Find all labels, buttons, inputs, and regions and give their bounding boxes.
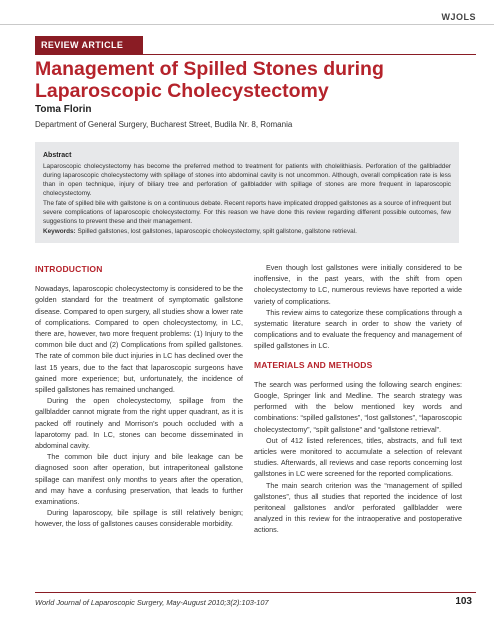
abstract-paragraph: Laparoscopic cholecystectomy has become the preferred method to treatment for patients with cholelithiasis. Perforation of the gallbladder during laparoscopic cholecystectomy with spillage of stones into abdominal cavity is not uncommon. Although, overall complication rate is less than in open technique, injury of biliary tree and perforation of gallbladder with spillage of stones are more frequent in laparoscopic cholecystectomy. <box>43 163 451 197</box>
keywords-text: Spilled gallstones, lost gallstones, laparoscopic cholecystectomy, spilt gallstone, gallstone retrieval. <box>77 228 357 235</box>
body-paragraph: Even though lost gallstones were initially considered to be inoffensive, in the past years, with the shift from open cholecystectomy to LC, numerous reviews have reported a wide variety of complications. <box>254 263 462 306</box>
author-affiliation: Department of General Surgery, Bucharest Street, Budila Nr. 8, Romania <box>35 120 293 129</box>
banner-divider <box>35 54 476 55</box>
journal-tag: WJOLS <box>441 12 476 22</box>
right-column <box>254 262 462 536</box>
article-type-banner: REVIEW ARTICLE <box>35 36 143 54</box>
abstract-box <box>35 142 459 243</box>
body-paragraph: This review aims to categorize these complications through a systematic literature search in order to show the variety of complications and to evaluate the frequency and management of spilled gallstones in LC. <box>254 307 462 351</box>
body-paragraph: Nowadays, laparoscopic cholecystectomy is considered to be the golden standard for the treatment of symptomatic gallstone disease. Compared to open surgery, all studies show a lower rate of complications. Compared to open cholecystectomy, in LC, there are, however, two more frequent problems: (1) Injury to the common bile duct and (2) Complications from spilled gallstones. The rate of common bile duct injuries in LC has declined over the last 15 years, due to the fact that laparoscopic surgeons have gained more experience; but, unfortunately, the incidence of spilled gallstones has remained unchanged. <box>35 284 244 395</box>
author-name: Toma Florin <box>35 104 92 115</box>
body-paragraph: The common bile duct injury and bile leakage can be diagnosed soon after operation, but intraperitoneal gallstone spillage can manifest only months to years after the operation, and may have a confusing preservation, that leads to further examinations. <box>35 452 243 507</box>
abstract-heading: Abstract <box>43 152 72 159</box>
left-column <box>35 262 243 530</box>
body-paragraph: The search was performed using the following search engines: Google, Springer link and Medline. The search strategy was performed with the below mentioned key words and combinations: “spilled gallstones”, “lost gallstones”, “laparoscopic cholecystectomy”, “spilt gallstone” and “gallstone retrieval”. <box>254 379 462 434</box>
keywords-label: Keywords: <box>43 228 76 235</box>
abstract-paragraph: The fate of spilled bile with gallstone is on a continuous debate. Recent reports have implicated dropped gallstones as a source of infrequent but severe complications of laparoscopic cholecystectomy. For this reason we have done this review regarding different possible outcomes, few suggestions to prevent these and their management. <box>43 200 451 225</box>
body-paragraph: Out of 412 listed references, titles, abstracts, and full text articles were monitored to accumulate a selection of relevant studies. Afterwards, all reviews and case reports concerning lost gallstones in LC were screened for the reported complications. <box>254 435 462 479</box>
body-paragraph: The main search criterion was the “management of spilled gallstones”, thus all studies that reported the incidence of lost peritoneal gallstones and/or perforated gallbladder were analyzed in this review for the intraoperative and postoperative actions. <box>254 480 462 535</box>
abstract-keywords <box>43 227 451 236</box>
body-paragraph: During the open cholecystectomy, spillage from the gallbladder cannot migrate from the right upper quadrant, as it is packed off routinely and Morrison’s pouch occluded with a laparotomy pad. In LC, stones can become disseminated in abdominal cavity. <box>35 396 243 451</box>
article-title: Management of Spilled Stones during Laparoscopic Cholecystectomy <box>35 58 384 102</box>
section-heading-materials-methods: MATERIALS AND METHODS <box>254 359 373 370</box>
section-heading-introduction: INTRODUCTION <box>35 264 103 274</box>
footer-divider <box>35 592 476 593</box>
journal-citation: World Journal of Laparoscopic Surgery, May-August 2010;3(2):103-107 <box>35 598 269 607</box>
page-number: 103 <box>455 596 472 607</box>
body-paragraph: During laparoscopy, bile spillage is still relatively benign; however, the loss of gallstones causes considerable morbidity. <box>35 508 243 529</box>
header-divider <box>0 24 494 25</box>
